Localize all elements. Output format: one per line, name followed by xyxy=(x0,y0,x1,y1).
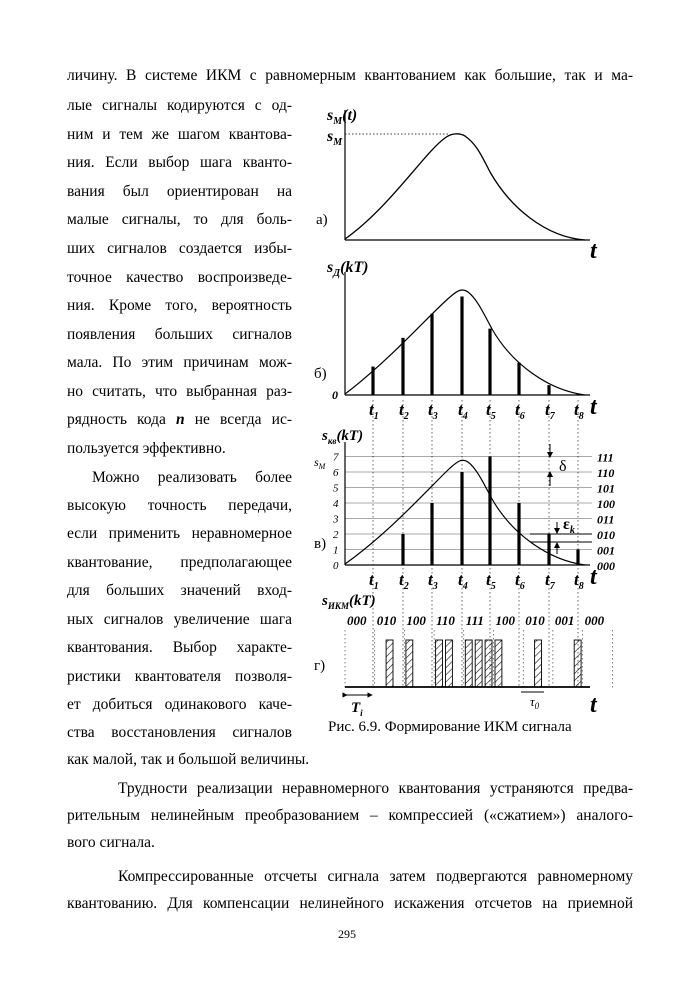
y-axis-label: $s_{кв}(kT)$ xyxy=(322,428,364,446)
code-word: 010 xyxy=(376,613,397,628)
pcm-pulse xyxy=(386,640,393,687)
tick-index: 3 xyxy=(432,581,438,592)
tick-labels xyxy=(369,570,584,592)
peak-label: $s_М$ xyxy=(327,128,343,148)
text-line: высокую точность передачи, xyxy=(67,497,292,514)
level-number: 1 xyxy=(333,544,339,557)
code-label: 110 xyxy=(597,466,615,480)
text-line: ства восстановления сигналов xyxy=(67,724,292,741)
text-line: квантования. Выбор характе- xyxy=(67,639,292,656)
figure-caption: Рис. 6.9. Формирование ИКМ сигнала xyxy=(328,719,572,735)
text-line: ния. Если выбор шага кванто- xyxy=(67,154,292,171)
tick-label: $t_2$ xyxy=(399,570,409,592)
tick-labels xyxy=(369,400,584,422)
code-word: 001 xyxy=(554,613,575,628)
code-label: 010 xyxy=(597,528,615,542)
panel-c xyxy=(314,400,615,688)
text-line: вого сигнала. xyxy=(67,834,155,851)
text-line: ристики квантователя позволя- xyxy=(67,668,292,685)
code-word: 100 xyxy=(406,613,426,628)
code-word: 000 xyxy=(347,613,367,628)
level-number: 6 xyxy=(333,467,339,479)
text-line xyxy=(67,410,292,430)
zero-label: 0 xyxy=(332,388,338,402)
t-axis-label: t xyxy=(590,394,597,420)
code-label: 101 xyxy=(597,481,615,496)
level-number: 5 xyxy=(333,482,339,495)
code-label: 011 xyxy=(597,512,615,527)
text-line: ним и тем же шагом квантова- xyxy=(67,126,292,143)
tick-label: $t_1$ xyxy=(369,400,379,422)
text-line: квантованию. Для компенсации нелинейного искажения отсчетов на приемной xyxy=(67,895,633,912)
tick-index: 6 xyxy=(519,581,525,592)
pcm-pulse xyxy=(475,640,482,687)
code-word: 110 xyxy=(436,613,455,628)
pcm-pulse xyxy=(446,640,453,687)
tick-label: $t_8$ xyxy=(574,400,584,422)
tick-label: $t_1$ xyxy=(369,570,379,592)
text-line: квантование, предполагающее xyxy=(67,554,292,571)
code-label: 001 xyxy=(597,543,615,558)
code-label: 100 xyxy=(597,497,615,511)
tick-index: 8 xyxy=(578,411,584,422)
level-number: 3 xyxy=(333,513,339,526)
tick-index: 1 xyxy=(373,581,379,592)
text-line: лые сигналы кодируются с од- xyxy=(67,97,292,114)
panel-b xyxy=(314,259,598,422)
pcm-pulse xyxy=(535,640,542,687)
tick-index: 8 xyxy=(578,581,584,592)
tick-index: 5 xyxy=(490,581,496,592)
pcm-pulse xyxy=(406,640,413,687)
text-line: рительным нелинейным преобразованием – компрессией («сжатием») аналого- xyxy=(67,807,633,824)
text-line: вания был ориентирован на xyxy=(67,183,292,200)
text-line: Компрессированные отсчеты сигнала затем подвергаются равномерному xyxy=(118,868,633,885)
quantized-bars xyxy=(403,457,578,566)
text-line: ших сигналов создается избы- xyxy=(67,240,292,257)
quantization-grid xyxy=(332,400,615,688)
tick-label: $t_2$ xyxy=(399,400,409,422)
code-length-symbol: n xyxy=(175,411,185,428)
delta-marker xyxy=(550,444,567,486)
text-span: не всегда ис- xyxy=(194,411,293,428)
code-word: 010 xyxy=(525,613,545,628)
tick-label: $t_4$ xyxy=(458,400,468,422)
panel-label-b: б) xyxy=(314,366,327,382)
tau-label: $\tau_0$ xyxy=(530,694,540,711)
text-line: для больших значений вход- xyxy=(67,582,292,599)
ti-label: $T_i$ xyxy=(351,700,363,718)
tick-label: $t_7$ xyxy=(545,400,555,422)
code-word: 111 xyxy=(465,613,484,628)
text-line: пользуется эффективно. xyxy=(67,440,226,457)
pcm-figure xyxy=(300,92,640,752)
pcm-pulse xyxy=(574,640,581,687)
text-line: если применить неравномерное xyxy=(67,525,292,542)
pcm-pulse xyxy=(495,640,502,687)
tick-index: 2 xyxy=(403,411,409,422)
envelope-curve xyxy=(345,290,585,395)
level-label: $s_М$ xyxy=(314,455,326,471)
text-line: появления больших сигналов xyxy=(67,326,292,343)
level-number: 4 xyxy=(333,498,339,510)
text-line: но считать, что выбранная раз- xyxy=(67,383,292,400)
text-line: малые сигналы, то для боль- xyxy=(67,211,292,228)
delta-label: δ xyxy=(559,458,567,475)
text-line: мала. По этим причинам мож- xyxy=(67,354,292,371)
tick-index: 4 xyxy=(462,581,468,592)
panel-a xyxy=(316,107,598,264)
panel-label-c: в) xyxy=(314,536,327,552)
tick-label: $t_3$ xyxy=(428,570,438,592)
ti-marker xyxy=(345,695,370,718)
tick-label: $t_8$ xyxy=(574,570,584,592)
text-line: Трудности реализации неравномерного квантования устраняются предва- xyxy=(118,780,633,797)
code-words xyxy=(347,613,605,628)
tick-index: 1 xyxy=(373,411,379,422)
tick-index: 5 xyxy=(490,411,496,422)
tick-label: $t_5$ xyxy=(486,570,496,592)
text-line: Можно реализовать более xyxy=(92,469,292,486)
text-span: рядность кода xyxy=(67,411,166,428)
text-line: точное качество воспроизведе- xyxy=(67,269,292,286)
level-number: 0 xyxy=(333,560,339,572)
text-line: ния. Кроме того, вероятность xyxy=(67,297,292,314)
code-word: 000 xyxy=(584,613,605,628)
tick-label: $t_7$ xyxy=(545,570,555,592)
tick-label: $t_3$ xyxy=(428,400,438,422)
panel-label-d: г) xyxy=(314,658,326,674)
tick-index: 4 xyxy=(462,411,468,422)
analog-signal-curve xyxy=(345,134,585,240)
level-number: 2 xyxy=(333,529,339,541)
pcm-pulse xyxy=(465,640,472,687)
text-line: личину. В системе ИКМ с равномерным квантованием как большие, так и ма- xyxy=(67,67,633,84)
panel-d xyxy=(314,593,612,718)
pcm-pulse xyxy=(436,640,443,687)
pcm-pulse xyxy=(485,640,492,687)
t-axis-label: t xyxy=(590,564,597,590)
code-label: 000 xyxy=(597,559,615,573)
page-number: 295 xyxy=(338,927,356,941)
tau-marker xyxy=(521,692,544,711)
epsilon-label: $\varepsilon_k$ xyxy=(563,516,575,536)
tick-label: $t_6$ xyxy=(515,570,525,592)
y-axis-label: $s_М(t)$ xyxy=(327,107,358,127)
level-number: 7 xyxy=(333,451,339,464)
text-line: как малой, так и большой величины. xyxy=(67,751,310,768)
code-label: 111 xyxy=(597,450,614,465)
tick-index: 2 xyxy=(403,581,409,592)
t-axis-label: t xyxy=(590,692,597,718)
tick-index: 7 xyxy=(549,411,555,422)
text-line: ных сигналов увеличение шага xyxy=(67,611,292,628)
tick-label: $t_6$ xyxy=(515,400,525,422)
pcm-pulses xyxy=(386,640,581,687)
y-axis-label: $s_{ИКМ}(kT)$ xyxy=(322,593,376,611)
y-axis-label: $s_Д(kT)$ xyxy=(327,259,369,279)
sample-bars xyxy=(373,296,578,395)
panel-label-a: а) xyxy=(316,212,328,228)
tick-label: $t_5$ xyxy=(486,400,496,422)
tick-index: 6 xyxy=(519,411,525,422)
text-line: ет добиться одинакового каче- xyxy=(67,696,292,713)
t-axis-label: t xyxy=(590,238,597,264)
code-word: 100 xyxy=(495,613,515,628)
tick-index: 7 xyxy=(549,581,555,592)
tick-label: $t_4$ xyxy=(458,570,468,592)
tick-index: 3 xyxy=(432,411,438,422)
